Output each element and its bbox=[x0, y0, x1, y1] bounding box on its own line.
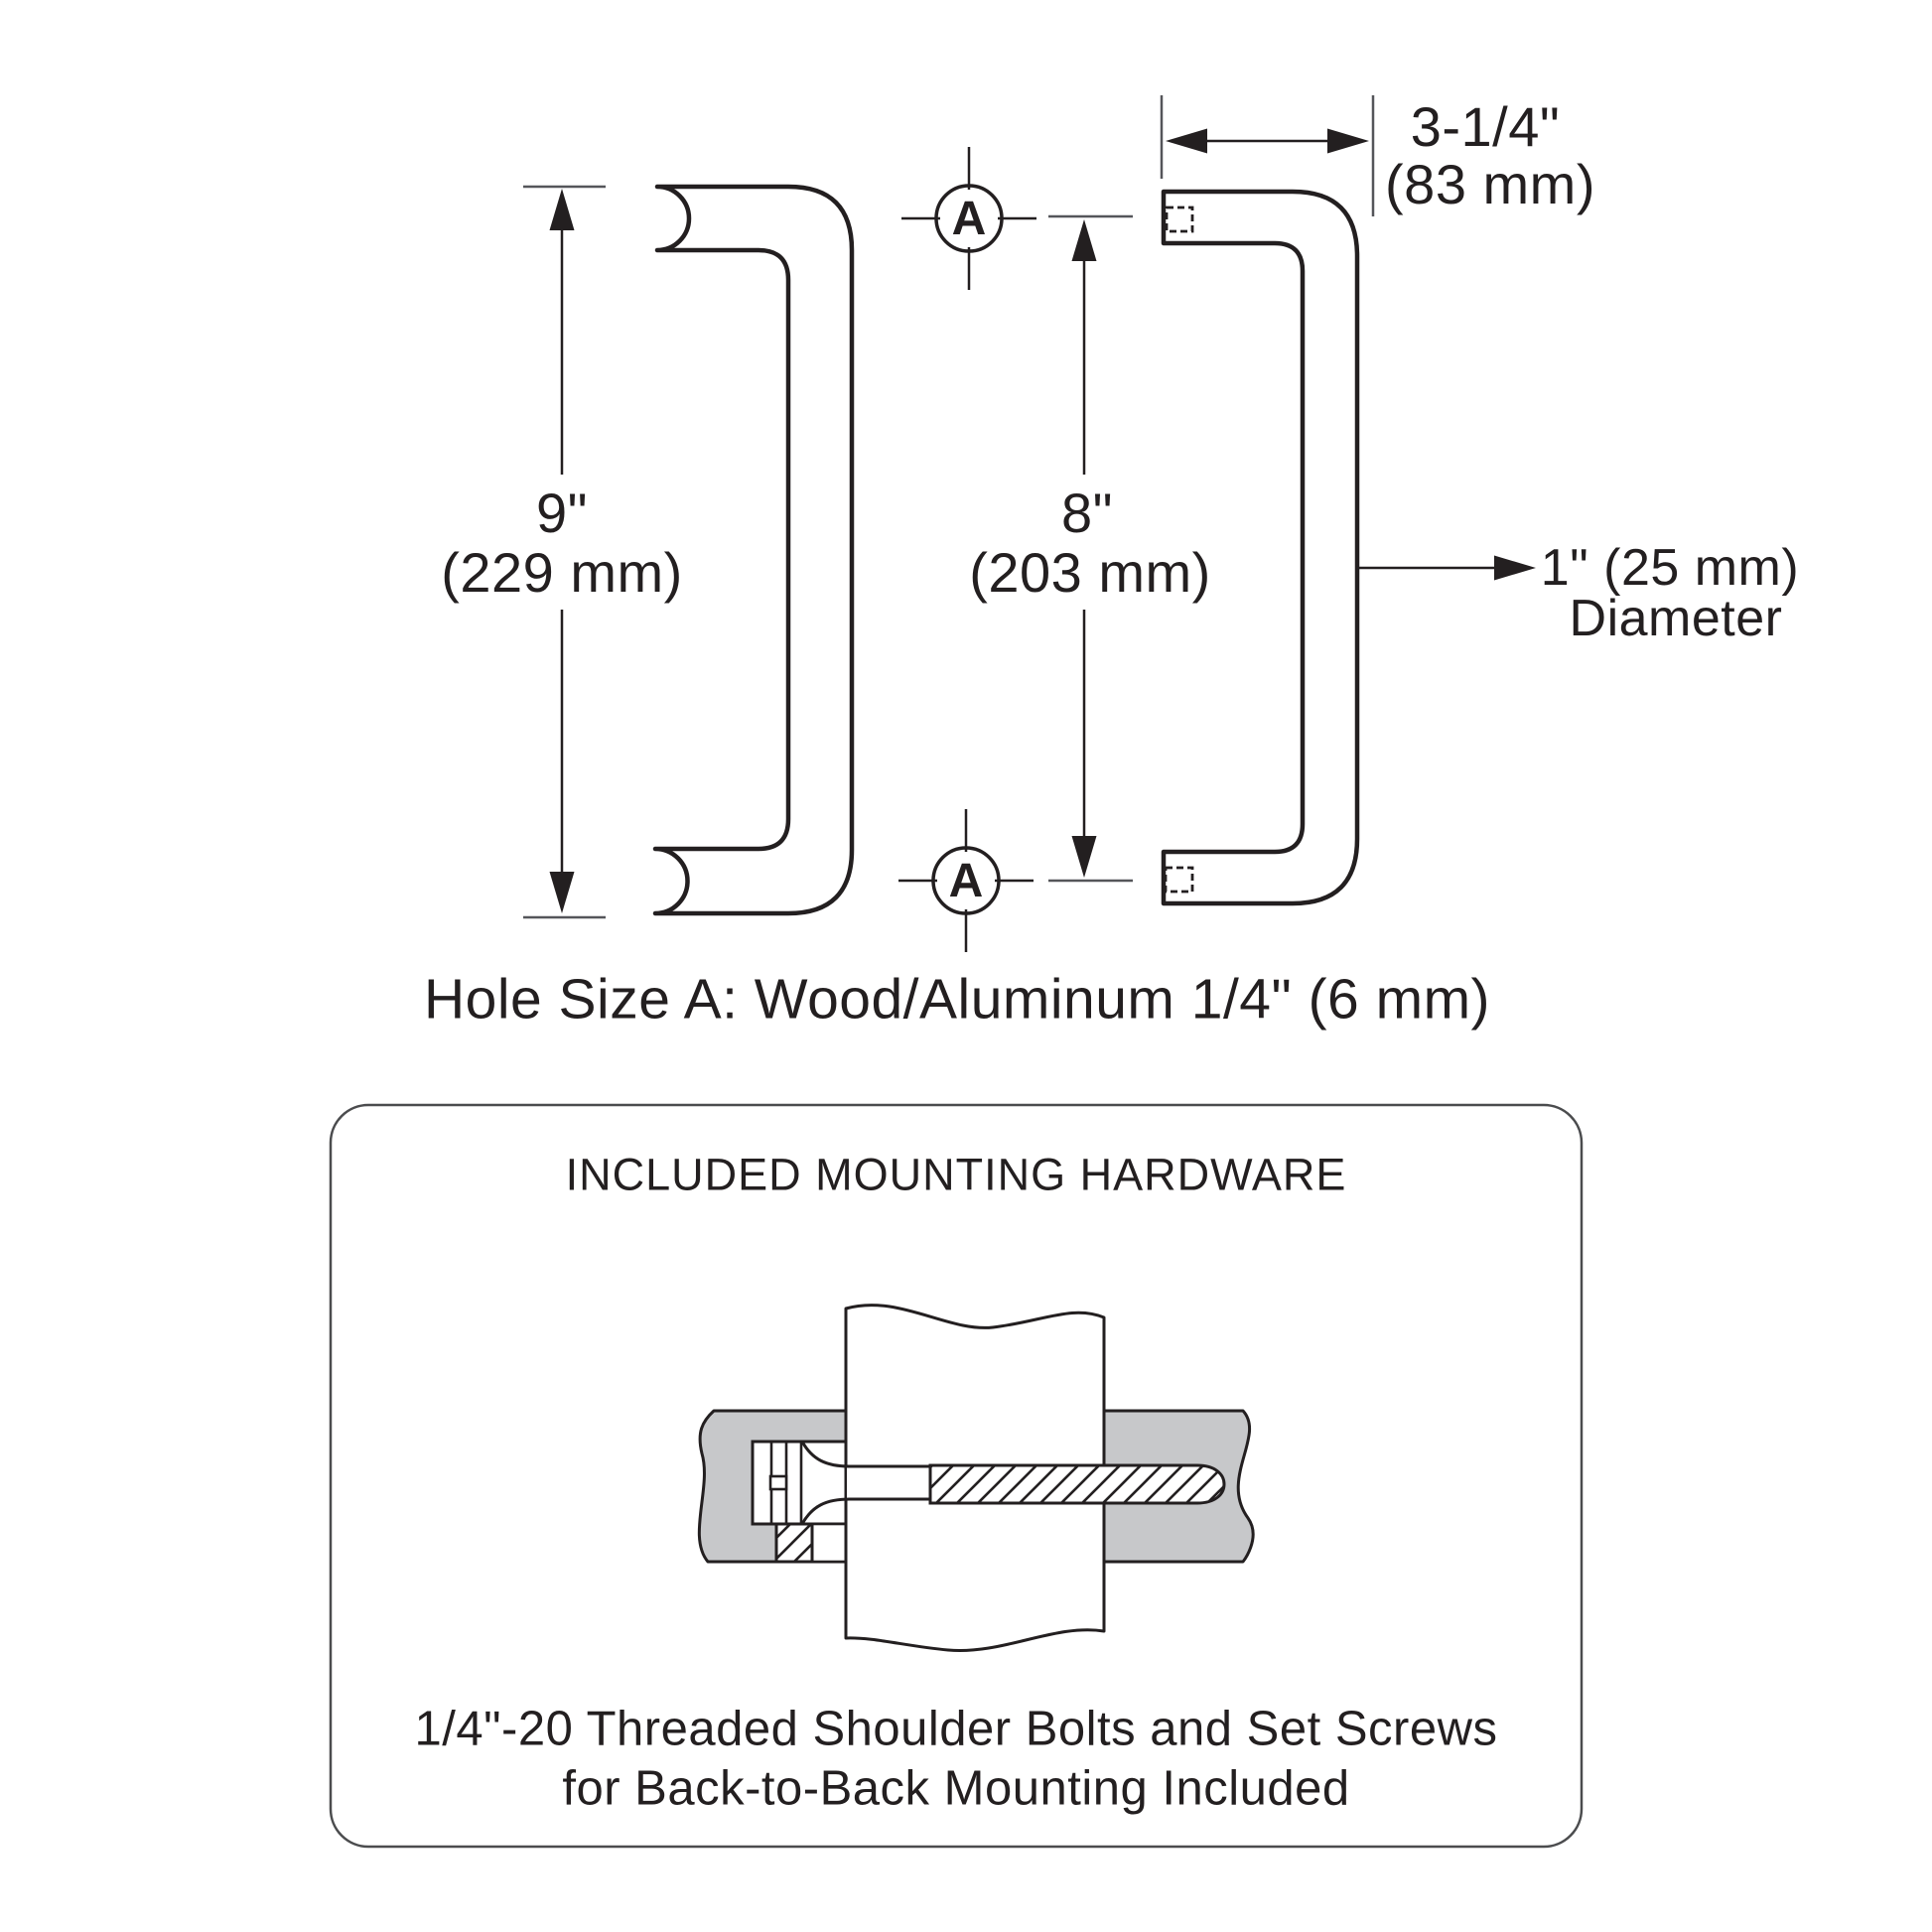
dim-8in-label: 8" bbox=[1060, 482, 1114, 544]
hardware-caption-line1: 1/4"-20 Threaded Shoulder Bolts and Set Screws bbox=[414, 1702, 1498, 1756]
set-screw-channel bbox=[812, 1524, 846, 1562]
diameter-label-line2: Diameter bbox=[1569, 590, 1783, 647]
dim-229mm-label: (229 mm) bbox=[441, 541, 683, 604]
dim-9in-label: 9" bbox=[535, 482, 589, 544]
hardware-box-title: INCLUDED MOUNTING HARDWARE bbox=[565, 1149, 1347, 1200]
hardware-caption-line2: for Back-to-Back Mounting Included bbox=[562, 1761, 1350, 1816]
dim-3-14in-label: 3-1/4" bbox=[1410, 95, 1561, 158]
hole-letter-bottom: A bbox=[948, 855, 984, 907]
left-handle-outline bbox=[655, 187, 852, 913]
bolt-threads bbox=[930, 1465, 1224, 1503]
hole-size-note: Hole Size A: Wood/Aluminum 1/4" (6 mm) bbox=[423, 967, 1491, 1032]
dimension-3-14in bbox=[1166, 129, 1369, 154]
set-screw bbox=[776, 1524, 812, 1562]
dim-83mm-label: (83 mm) bbox=[1385, 153, 1595, 215]
dim-203mm-label: (203 mm) bbox=[969, 541, 1211, 604]
hole-letter-top: A bbox=[951, 193, 987, 245]
diameter-label-line1: 1" (25 mm) bbox=[1540, 539, 1800, 597]
diameter-leader bbox=[1357, 556, 1536, 581]
bolt-head-cavity bbox=[753, 1442, 846, 1524]
